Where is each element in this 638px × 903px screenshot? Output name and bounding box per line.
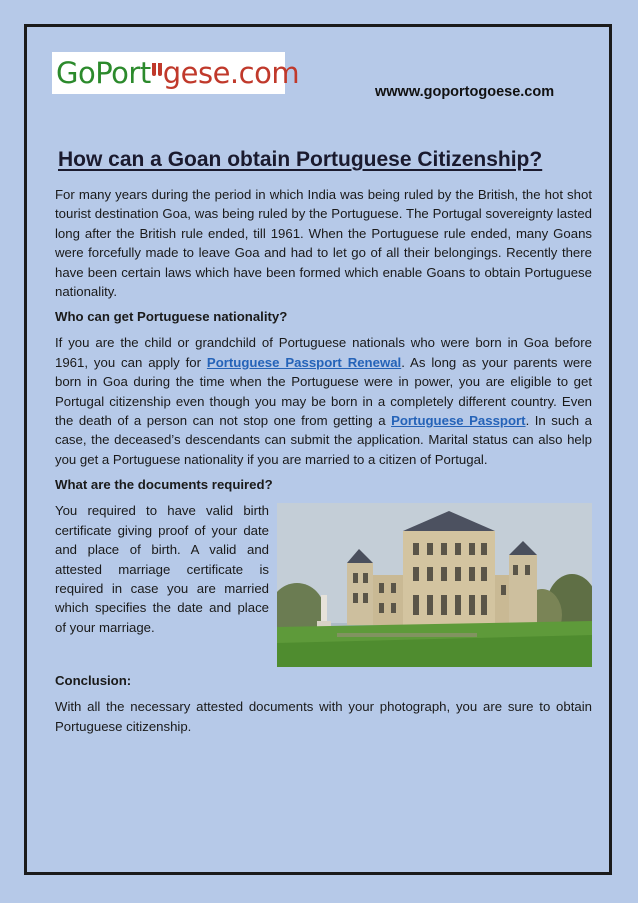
- documents-section: [55, 501, 592, 667]
- shield-icon: [158, 63, 162, 76]
- eligibility-text-b: . As long as your parents were born in Goa during the time when the Portuguese were in power, you are eligible to get Portugal citizenship even though you may be born in a completely different country. Even the death of a person can not stop one from getting a: [55, 354, 592, 429]
- portuguese-passport-link[interactable]: Portuguese Passport: [391, 413, 526, 429]
- passport-renewal-link[interactable]: Portuguese Passport Renewal: [206, 354, 402, 370]
- site-url[interactable]: wwww.goportogoese.com: [375, 84, 555, 100]
- logo-text-go: Go: [56, 56, 96, 90]
- logo-text-domain: gese.com: [162, 56, 300, 90]
- documents-paragraph: You required to have valid birth certificate giving proof of your date and place of birth. A valid and attested marriage certificate is required in case you are married which specifies the date and place of your marriage.: [55, 503, 269, 635]
- shield-icon: [152, 63, 156, 76]
- eligibility-text-c: . In such a case, the deceased’s descendants can submit the application. Marital status can also help you get a Portuguese nationality if you are married to a citizen of Portugal.: [55, 413, 592, 467]
- conclusion-paragraph: With all the necessary attested documents with your photograph, you are sure to obtain Portuguese citizenship.: [55, 699, 592, 734]
- intro-paragraph: For many years during the period in which India was being ruled by the British, the hot shot tourist destination Goa, was being ruled by the Portuguese. The Portugal sovereignty lasted long after the British rule ended, till 1961. When the Portuguese rule ended, many Goans were forcefully made to leave Goa and had to let go of all their belongings. Recently there have been certain laws which have been formed which enable Goans to obtain Portuguese nationality.: [55, 187, 592, 300]
- heading-documents: What are the documents required?: [55, 477, 273, 493]
- eligibility-text-a: If you are the child or grandchild of Portuguese nationals who were born in Goa before 1961, you can apply for: [55, 335, 592, 370]
- heading-conclusion: Conclusion:: [55, 673, 132, 689]
- page-title: How can a Goan obtain Portuguese Citizenship?: [58, 148, 543, 171]
- goportuguese-logo[interactable]: [52, 52, 300, 94]
- palace-photo: [277, 503, 592, 667]
- eligibility-paragraph: [55, 333, 592, 469]
- heading-who-can-get: Who can get Portuguese nationality?: [55, 309, 288, 325]
- article: [55, 148, 592, 742]
- logo-text-port: Port: [95, 56, 151, 90]
